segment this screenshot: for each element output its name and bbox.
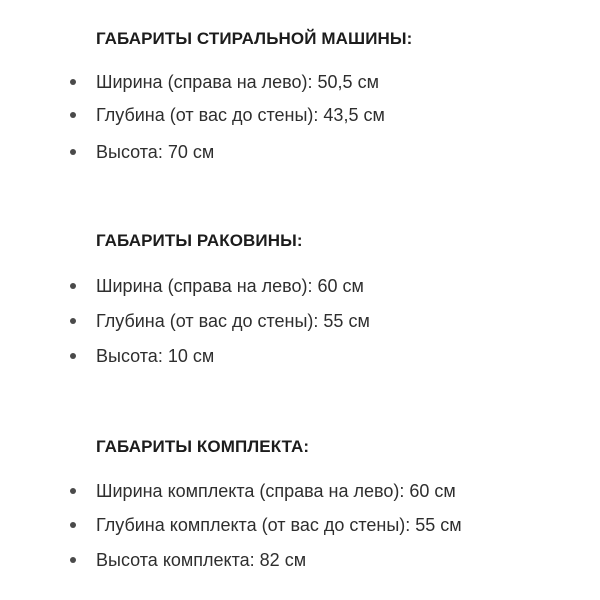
list-item [0,345,600,369]
spec-depth: Глубина (от вас до стены): 55 см [96,311,370,331]
list-item [0,514,600,538]
section-heading: ГАБАРИТЫ СТИРАЛЬНОЙ МАШИНЫ: [96,29,413,48]
bullet-icon [70,522,76,528]
spec-height: Высота: 70 см [96,142,215,162]
list-item [0,71,600,95]
bullet-icon [70,557,76,563]
bullet-icon [70,112,76,118]
bullet-icon [70,149,76,155]
list-item [0,141,600,165]
bullet-icon [70,283,76,289]
list-item [0,104,600,128]
list-item [0,549,600,573]
list-item [0,310,600,334]
spec-width: Ширина (справа на лево): 50,5 см [96,72,379,92]
section-heading: ГАБАРИТЫ РАКОВИНЫ: [96,231,303,250]
spec-height: Высота комплекта: 82 см [96,550,307,570]
bullet-icon [70,79,76,85]
bullet-icon [70,353,76,359]
spec-width: Ширина (справа на лево): 60 см [96,276,364,296]
spec-width: Ширина комплекта (справа на лево): 60 см [96,481,456,501]
list-item [0,480,600,504]
spec-depth: Глубина (от вас до стены): 43,5 см [96,105,385,125]
spec-height: Высота: 10 см [96,346,215,366]
spec-depth: Глубина комплекта (от вас до стены): 55 см [96,515,462,535]
bullet-icon [70,488,76,494]
list-item [0,275,600,299]
bullet-icon [70,318,76,324]
section-heading: ГАБАРИТЫ КОМПЛЕКТА: [96,437,310,456]
